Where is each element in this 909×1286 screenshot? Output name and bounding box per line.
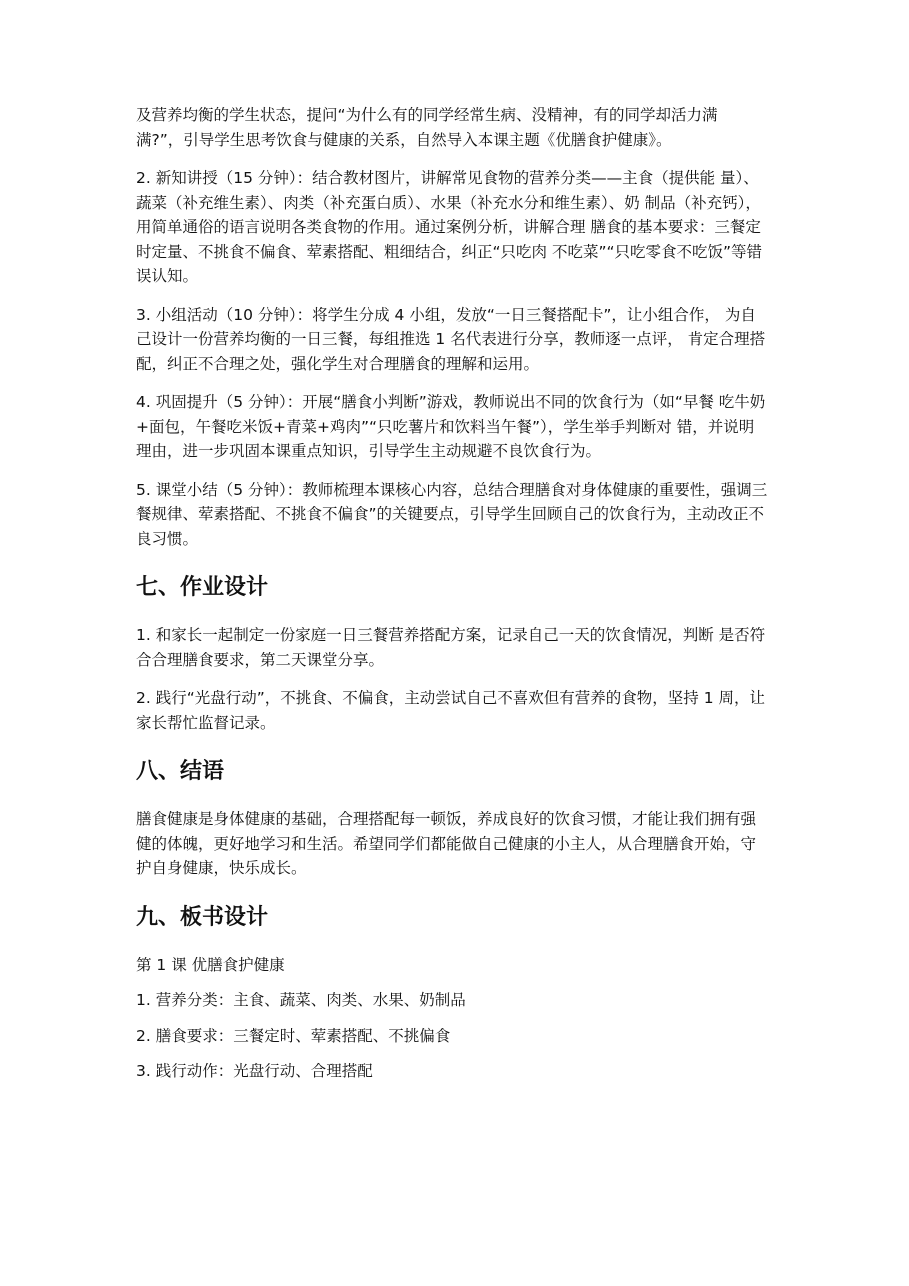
step-consolidation: 4. 巩固提升（5 分钟）：开展“膳食小判断”游戏，教师说出不同的饮食行为（如“早餐 吃牛奶+面包，午餐吃米饭+青菜+鸡肉”“只吃薯片和饮料当午餐”），学生举手判断对 错，并说明理由，进一步巩固本课重点知识，引导学生主动规避不良饮食行为。 <box>136 393 766 460</box>
conclusion-heading: 八、结语 <box>136 759 225 784</box>
conclusion-section <box>136 757 769 881</box>
homework-section <box>136 573 769 735</box>
board-design-section <box>136 903 769 1084</box>
conclusion-text: 膳食健康是身体健康的基础，合理搭配每一顿饭，养成良好的饮食习惯，才能让我们拥有强健的体魄，更好地学习和生活。希望同学们都能做自己健康的小主人，从合理膳食开始，守护自身健康，快乐成长。 <box>136 810 757 877</box>
board-line: 3. 践行动作：光盘行动、合理搭配 <box>136 1062 373 1080</box>
homework-item: 1. 和家长一起制定一份家庭一日三餐营养搭配方案，记录自己一天的饮食情况，判断 是否符合合理膳食要求，第二天课堂分享。 <box>136 626 766 669</box>
board-line: 1. 营养分类：主食、蔬菜、肉类、水果、奶制品 <box>136 991 466 1009</box>
intro-paragraph: 及营养均衡的学生状态，提问“为什么有的同学经常生病、没精神，有的同学却活力满 满?”，引导学生思考饮食与健康的关系，自然导入本课主题《优膳食护健康》。 <box>136 106 718 149</box>
step-summary: 5. 课堂小结（5 分钟）：教师梳理本课核心内容，总结合理膳食对身体健康的重要性，强调三餐规律、荤素搭配、不挑食不偏食”的关键要点，引导学生回顾自己的饮食行为，主动改正不良习惯。 <box>136 480 768 548</box>
teaching-process-section <box>136 103 769 551</box>
homework-item: 2. 践行“光盘行动”，不挑食、不偏食，主动尝试自己不喜欢但有营养的食物，坚持 1 周，让家长帮忙监督记录。 <box>136 689 765 732</box>
step-new-knowledge: 2. 新知讲授（15 分钟）：结合教材图片，讲解常见食物的营养分类——主食（提供能 量）、蔬菜（补充维生素）、肉类（补充蛋白质）、水果（补充水分和维生素）、奶 制品（补充钙），用简单通俗的语言说明各类食物的作用。通过案例分析，讲解合理 膳食的基本要求：三餐定时定量、不挑食不偏食、荤素搭配、粗细结合，纠正“只吃肉 不吃菜”“只吃零食不吃饭”等错误认知。 <box>136 169 763 285</box>
board-design-heading: 九、板书设计 <box>136 904 269 930</box>
homework-heading: 七、作业设计 <box>136 575 269 600</box>
board-line: 2. 膳食要求：三餐定时、荤素搭配、不挑偏食 <box>136 1026 451 1045</box>
step-group-activity: 3. 小组活动（10 分钟）：将学生分成 4 小组，发放“一日三餐搭配卡”，让小组合作， 为自己设计一份营养均衡的一日三餐，每组推选 1 名代表进行分享，教师逐一点评， 肯定合理搭配，纠正不合理之处，强化学生对合理膳食的理解和运用。 <box>136 305 766 373</box>
board-line: 第 1 课 优膳食护健康 <box>136 955 285 974</box>
